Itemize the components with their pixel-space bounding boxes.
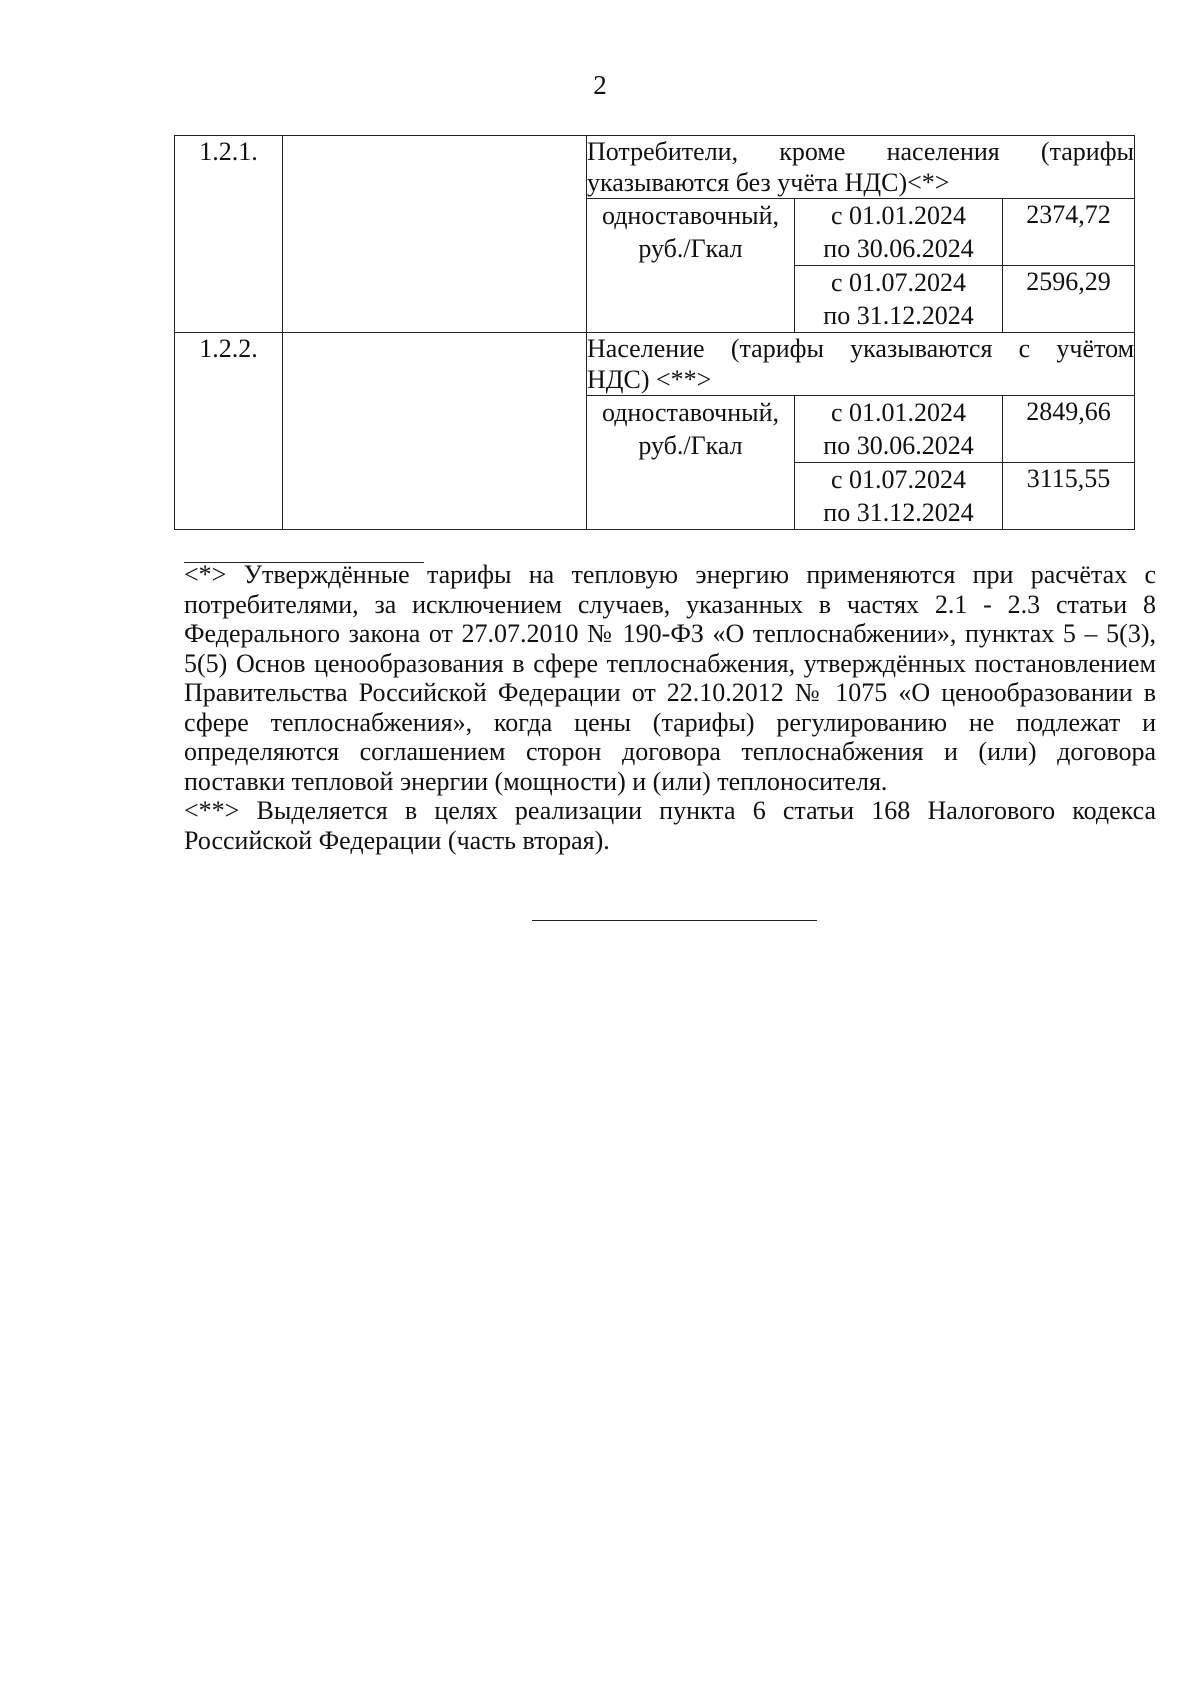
period-to: по 30.06.2024 [823, 431, 974, 460]
category-line: Потребители, кроме населения (тарифы [587, 137, 1135, 166]
row-number: 1.2.2. [175, 333, 283, 530]
tariff-value: 3115,55 [1003, 463, 1135, 530]
period-cell [795, 266, 1003, 333]
empty-cell [283, 136, 587, 333]
period-cell [795, 396, 1003, 463]
empty-cell [283, 333, 587, 530]
footnote-2: <**> Выделяется в целях реализации пункта 6 статьи 168 Налогового кодекса Российской Федерации (часть вторая). [184, 796, 1156, 855]
period-cell [795, 199, 1003, 266]
period-cell [795, 463, 1003, 530]
tariff-value: 2849,66 [1003, 396, 1135, 463]
category-line: указываются без учёта НДС)<*> [587, 168, 950, 197]
footnotes [184, 560, 1156, 855]
table-row [175, 333, 1135, 396]
tariff-value: 2596,29 [1003, 266, 1135, 333]
period-to: по 30.06.2024 [823, 234, 974, 263]
unit-cell: одноставочный, руб./Гкал [587, 396, 795, 530]
period-from: с 01.07.2024 [830, 268, 967, 297]
category-line: Население (тарифы указываются с учётом [587, 334, 1135, 363]
page-number: 2 [593, 70, 607, 100]
category-cell [587, 136, 1135, 199]
period-to: по 31.12.2024 [823, 498, 974, 527]
row-number: 1.2.1. [175, 136, 283, 333]
period-from: с 01.01.2024 [830, 398, 967, 427]
period-from: с 01.07.2024 [830, 465, 967, 494]
footnote-1: <*> Утверждённые тарифы на тепловую энергию применяются при расчётах с потребителями, за исключением случаев, указанных в частях 2.1 - 2.3 статьи 8 Федерального закона от 27.07.2010 № 190-ФЗ «О теплоснабжении», пунктах 5 – 5(3), 5(5) Основ ценообразования в сфере теплоснабжения, утверждённых постановлением Правительства Российской Федерации от 22.10.2012 № 1075 «О ценообразовании в сфере теплоснабжения», когда цены (тарифы) регулированию не подлежат и определяются соглашением сторон договора теплоснабжения и (или) договора поставки тепловой энергии (мощности) и (или) теплоносителя. [184, 560, 1156, 796]
tariff-table [174, 135, 1135, 530]
period-to: по 31.12.2024 [823, 301, 974, 330]
table-row [175, 136, 1135, 199]
tariff-value: 2374,72 [1003, 199, 1135, 266]
unit-cell: одноставочный, руб./Гкал [587, 199, 795, 333]
end-of-document-rule [532, 920, 817, 921]
category-line: НДС) <**> [587, 365, 712, 394]
category-cell [587, 333, 1135, 396]
period-from: с 01.01.2024 [830, 201, 967, 230]
